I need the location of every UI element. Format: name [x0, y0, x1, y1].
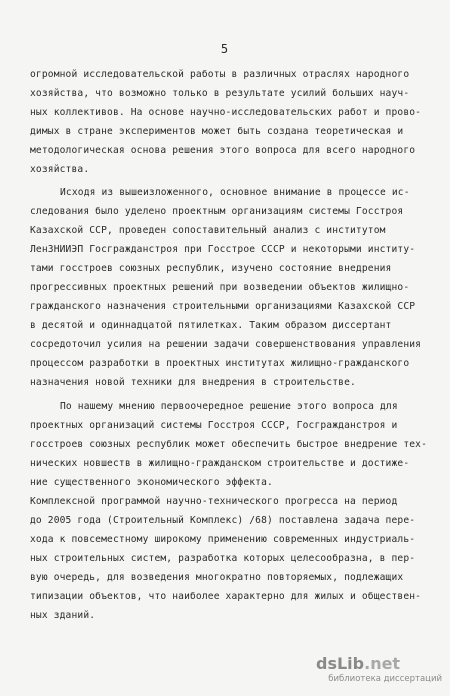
text-line: ние существенного экономического эффекта. — [30, 477, 273, 488]
text-line: госстроев союзных республик может обеспечить быстрое внедрение тех- — [30, 439, 428, 450]
text-line: сосредоточил усилия на решении задачи совершенствования управления — [30, 339, 422, 350]
text-line: проектных организаций системы Госстроя СССР, Госгражданстроя и — [30, 420, 398, 431]
watermark-logo: dsLib.net — [316, 654, 401, 673]
text-line: назначения новой техники для внедрения в строительстве. — [30, 377, 356, 388]
text-line: хозяйства, что возможно только в результате усилий больших науч- — [30, 88, 410, 99]
text-line: Казахской ССР, проведен сопоставительный анализ с институтом — [30, 225, 386, 236]
text-line: ных коллективов. На основе научно-исследовательских работ и прово- — [30, 107, 422, 118]
text-line: По нашему мнению первоочередное решение этого вопроса для — [60, 401, 398, 412]
text-line: Исходя из вышеизложенного, основное внимание в процессе ис- — [60, 187, 410, 198]
text-line: хода к повсеместному широкому применению современных индустриаль- — [30, 534, 416, 545]
text-line: ЛенЗНИИЭП Госгражданстроя при Госстрое СССР и некоторыми институ- — [30, 244, 416, 255]
text-line: прогрессивных проектных решений при возведении объектов жилищно- — [30, 282, 410, 293]
text-line: ных строительных систем, разработка которых целесообразна, в пер- — [30, 553, 416, 564]
text-line: в десятой и одиннадцатой пятилетках. Таким образом диссертант — [30, 320, 392, 331]
page-number: 5 — [220, 42, 230, 56]
text-line: до 2005 года (Строительный Комплекс) /68) поставлена задача пере- — [30, 515, 416, 526]
watermark — [292, 652, 442, 690]
text-line: методологическая основа решения этого вопроса для всего народного — [30, 145, 416, 156]
text-line: хозяйства. — [30, 164, 90, 175]
watermark-caption: библиотека диссертаций — [328, 674, 442, 684]
text-line: ных зданий. — [30, 610, 96, 621]
text-line: димых в стране экспериментов может быть создана теоретическая и — [30, 126, 404, 137]
text-line: следования было уделено проектным организациям системы Госстроя — [30, 206, 404, 217]
text-line: типизации объектов, что наиболее характерно для жилых и обществен- — [30, 591, 422, 602]
text-line: процессом разработки в проектных институтах жилищно-гражданского — [30, 358, 410, 369]
text-line: нических новшеств в жилищно-гражданском строительстве и достиже- — [30, 458, 410, 469]
text-line: огромной исследовательской работы в различных отраслях народного — [30, 69, 410, 80]
text-line: вую очередь, для возведения многократно повторяемых, подлежащих — [30, 572, 404, 583]
text-line: тами госстроев союзных республик, изучено состояние внедрения — [30, 263, 392, 274]
text-line: гражданского назначения строительными организациями Казахской ССР — [30, 301, 416, 312]
text-line: Комплексной программой научно-технического прогресса на период — [30, 496, 398, 507]
